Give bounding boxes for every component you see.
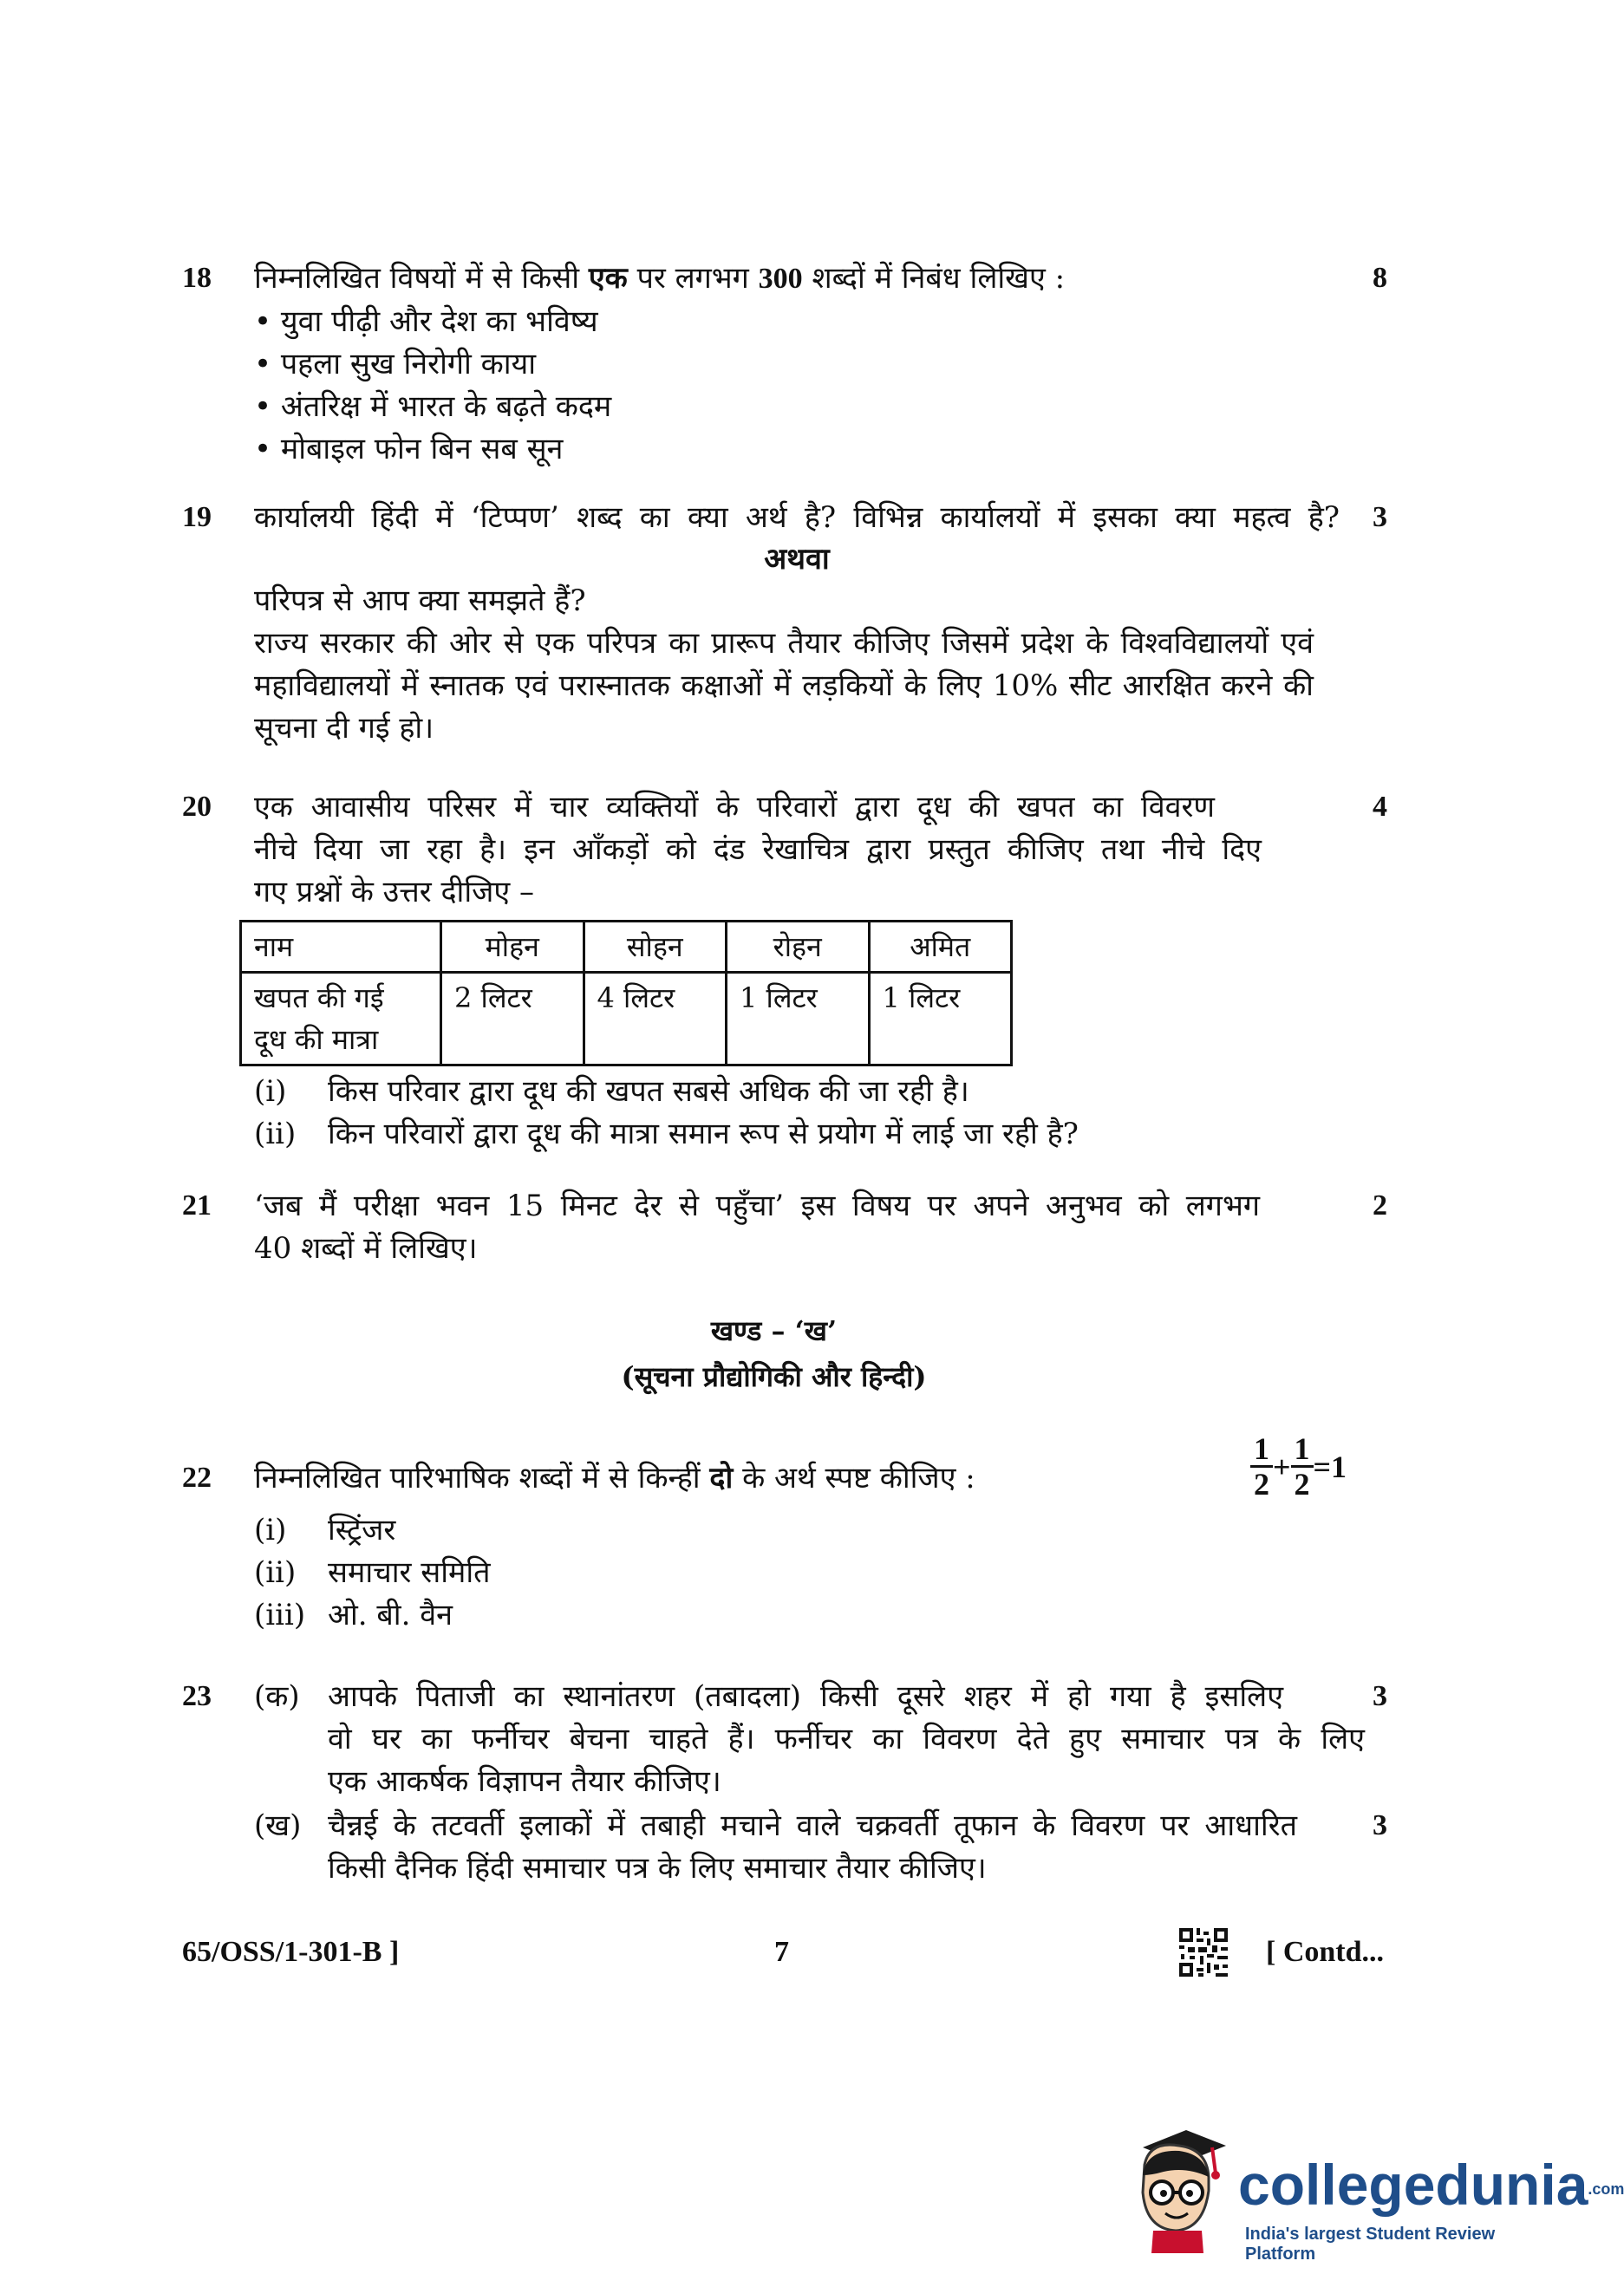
q23-a-label: (क) [254, 1679, 300, 1714]
milk-consumption-table [239, 920, 1013, 1066]
logo-tagline: India's largest Student Review Platform [1245, 2225, 1496, 2264]
q23-number: 23 [182, 1680, 212, 1712]
q20-sub-text: किस परिवार द्वारा दूध की खपत सबसे अधिक की जा रही है। [328, 1074, 969, 1109]
q18-stem-b: पर लगभग [636, 261, 749, 296]
table-cell: मोहन [441, 922, 584, 973]
q19-line: राज्य सरकार की ओर से एक परिपत्र का प्रारूप तैयार कीजिए जिसमें प्रदेश के विश्वविद्यालयों एवं [254, 626, 1314, 661]
continued-marker: [ Contd... [1266, 1936, 1385, 1968]
q21-marks: 2 [1373, 1189, 1387, 1222]
section-subtitle: (सूचना प्रौद्योगिकी और हिन्दी) [621, 1360, 927, 1393]
q20-sub-text: किन परिवारों द्वारा दूध की मात्रा समान रूप से प्रयोग में लाई जा रही है? [328, 1117, 1079, 1151]
q21-line: ‘जब मैं परीक्षा भवन 15 मिनट देर से पहुँचा’ इस विषय पर अपने अनुभव को लगभग [254, 1189, 1260, 1223]
q23-a-marks: 3 [1373, 1680, 1387, 1712]
q22-sub-text: ओ. बी. वैन [328, 1598, 453, 1632]
table-cell: 2 लिटर [441, 973, 584, 1065]
q22-marks [1250, 1432, 1347, 1501]
paper-code: 65/OSS/1-301-B ] [182, 1936, 400, 1968]
q20-number: 20 [182, 791, 212, 823]
q19-line: कार्यालयी हिंदी में ‘टिप्पण’ शब्द का क्या अर्थ है? विभिन्न कार्यालयों में इसका क्या महत्व है? [254, 500, 1340, 535]
q18-stem-a: निम्नलिखित विषयों में से किसी [254, 261, 580, 296]
logo-wordmark: collegedunia.com [1238, 2153, 1624, 2217]
table-cell: सोहन [584, 922, 727, 973]
q20-marks: 4 [1373, 791, 1387, 823]
q18-topic: • अंतरिक्ष में भारत के बढ़ते कदम [254, 389, 612, 424]
q21-line: 40 शब्दों में लिखिए। [254, 1231, 478, 1266]
q19-line: सूचना दी गई हो। [254, 711, 434, 746]
q19-line: परिपत्र से आप क्या समझते हैं? [254, 583, 586, 618]
q20-line: गए प्रश्नों के उत्तर दीजिए – [254, 875, 535, 909]
table-cell: अमित [869, 922, 1012, 973]
q19-number: 19 [182, 501, 212, 533]
equals-total: =1 [1313, 1449, 1347, 1484]
q22-sub-label: (iii) [254, 1598, 306, 1632]
q19-marks: 3 [1373, 501, 1387, 533]
q18-topic: • पहला सुख निरोगी काया [254, 347, 537, 381]
mascot-logo-icon [1125, 2123, 1229, 2253]
fraction: $\frac{1}{2}$ [1291, 1432, 1314, 1501]
q23-b-label: (ख) [254, 1808, 302, 1843]
row-label-line: खपत की गई [254, 981, 384, 1014]
q22-sub-text: स्ट्रिंजर [328, 1513, 396, 1547]
q20-sub-label: (ii) [254, 1117, 297, 1151]
q18-stem-num: 300 [758, 263, 803, 295]
q18-topic: • युवा पीढ़ी और देश का भविष्य [254, 304, 598, 339]
fraction: $\frac{1}{2}$ [1250, 1432, 1273, 1501]
q22-stem-a: निम्नलिखित पारिभाषिक शब्दों में से किन्हीं [254, 1461, 701, 1495]
table-cell: 1 लिटर [869, 973, 1012, 1065]
q22-stem [254, 1456, 975, 1500]
page-number: 7 [774, 1936, 789, 1968]
q22-stem-bold: दो [709, 1461, 734, 1495]
q23-b-line: चैन्नई के तटवर्ती इलाकों में तबाही मचाने वाले चक्रवर्ती तूफान के विवरण पर आधारित [328, 1808, 1297, 1843]
q23-b-marks: 3 [1373, 1809, 1387, 1841]
q22-sub-label: (ii) [254, 1555, 297, 1590]
table-cell: रोहन [727, 922, 870, 973]
plus-sign: + [1273, 1449, 1291, 1484]
row-label-line: दूध की मात्रा [254, 1023, 379, 1056]
q20-line: नीचे दिया जा रहा है। इन आँकड़ों को दंड रेखाचित्र द्वारा प्रस्तुत कीजिए तथा नीचे दिए [254, 832, 1262, 867]
q18-stem-c: शब्दों में निबंध लिखिए : [812, 261, 1066, 296]
table-cell: 1 लिटर [727, 973, 870, 1065]
table-cell: नाम [241, 922, 441, 973]
q18-number: 18 [182, 262, 212, 294]
table-row [241, 922, 1012, 973]
q22-sub-label: (i) [254, 1513, 287, 1547]
q23-a-line: आपके पिताजी का स्थानांतरण (तबादला) किसी दूसरे शहर में हो गया है इसलिए [328, 1679, 1283, 1714]
q18-stem-bold: एक [588, 261, 628, 296]
table-cell: 4 लिटर [584, 973, 727, 1065]
q23-b-line: किसी दैनिक हिंदी समाचार पत्र के लिए समाचार तैयार कीजिए। [328, 1851, 987, 1886]
q22-stem-b: के अर्थ स्पष्ट कीजिए : [742, 1461, 975, 1495]
q22-number: 22 [182, 1462, 212, 1494]
q23-a-line: वो घर का फर्नीचर बेचना चाहते हैं। फर्नीचर का विवरण देते हुए समाचार पत्र के लिए [328, 1722, 1365, 1756]
q18-topic: • मोबाइल फोन बिन सब सून [254, 432, 564, 466]
table-row [241, 973, 1012, 1065]
section-title: खण्ड – ‘ख’ [710, 1314, 838, 1347]
q20-line: एक आवासीय परिसर में चार व्यक्तियों के परिवारों द्वारा दूध की खपत का विवरण [254, 790, 1215, 824]
q20-sub-label: (i) [254, 1074, 287, 1109]
q18-marks: 8 [1373, 262, 1387, 294]
q19-or: अथवा [764, 542, 830, 577]
q23-a-line: एक आकर्षक विज्ञापन तैयार कीजिए। [328, 1764, 721, 1799]
q18-stem [254, 257, 1065, 301]
q19-line: महाविद्यालयों में स्नातक एवं परास्नातक कक्षाओं में लड़कियों के लिए 10% सीट आरक्षित करने की [254, 668, 1314, 703]
q21-number: 21 [182, 1189, 212, 1222]
q22-sub-text: समाचार समिति [328, 1555, 491, 1590]
table-row-label [241, 973, 441, 1065]
qr-code-icon [1177, 1926, 1229, 1978]
